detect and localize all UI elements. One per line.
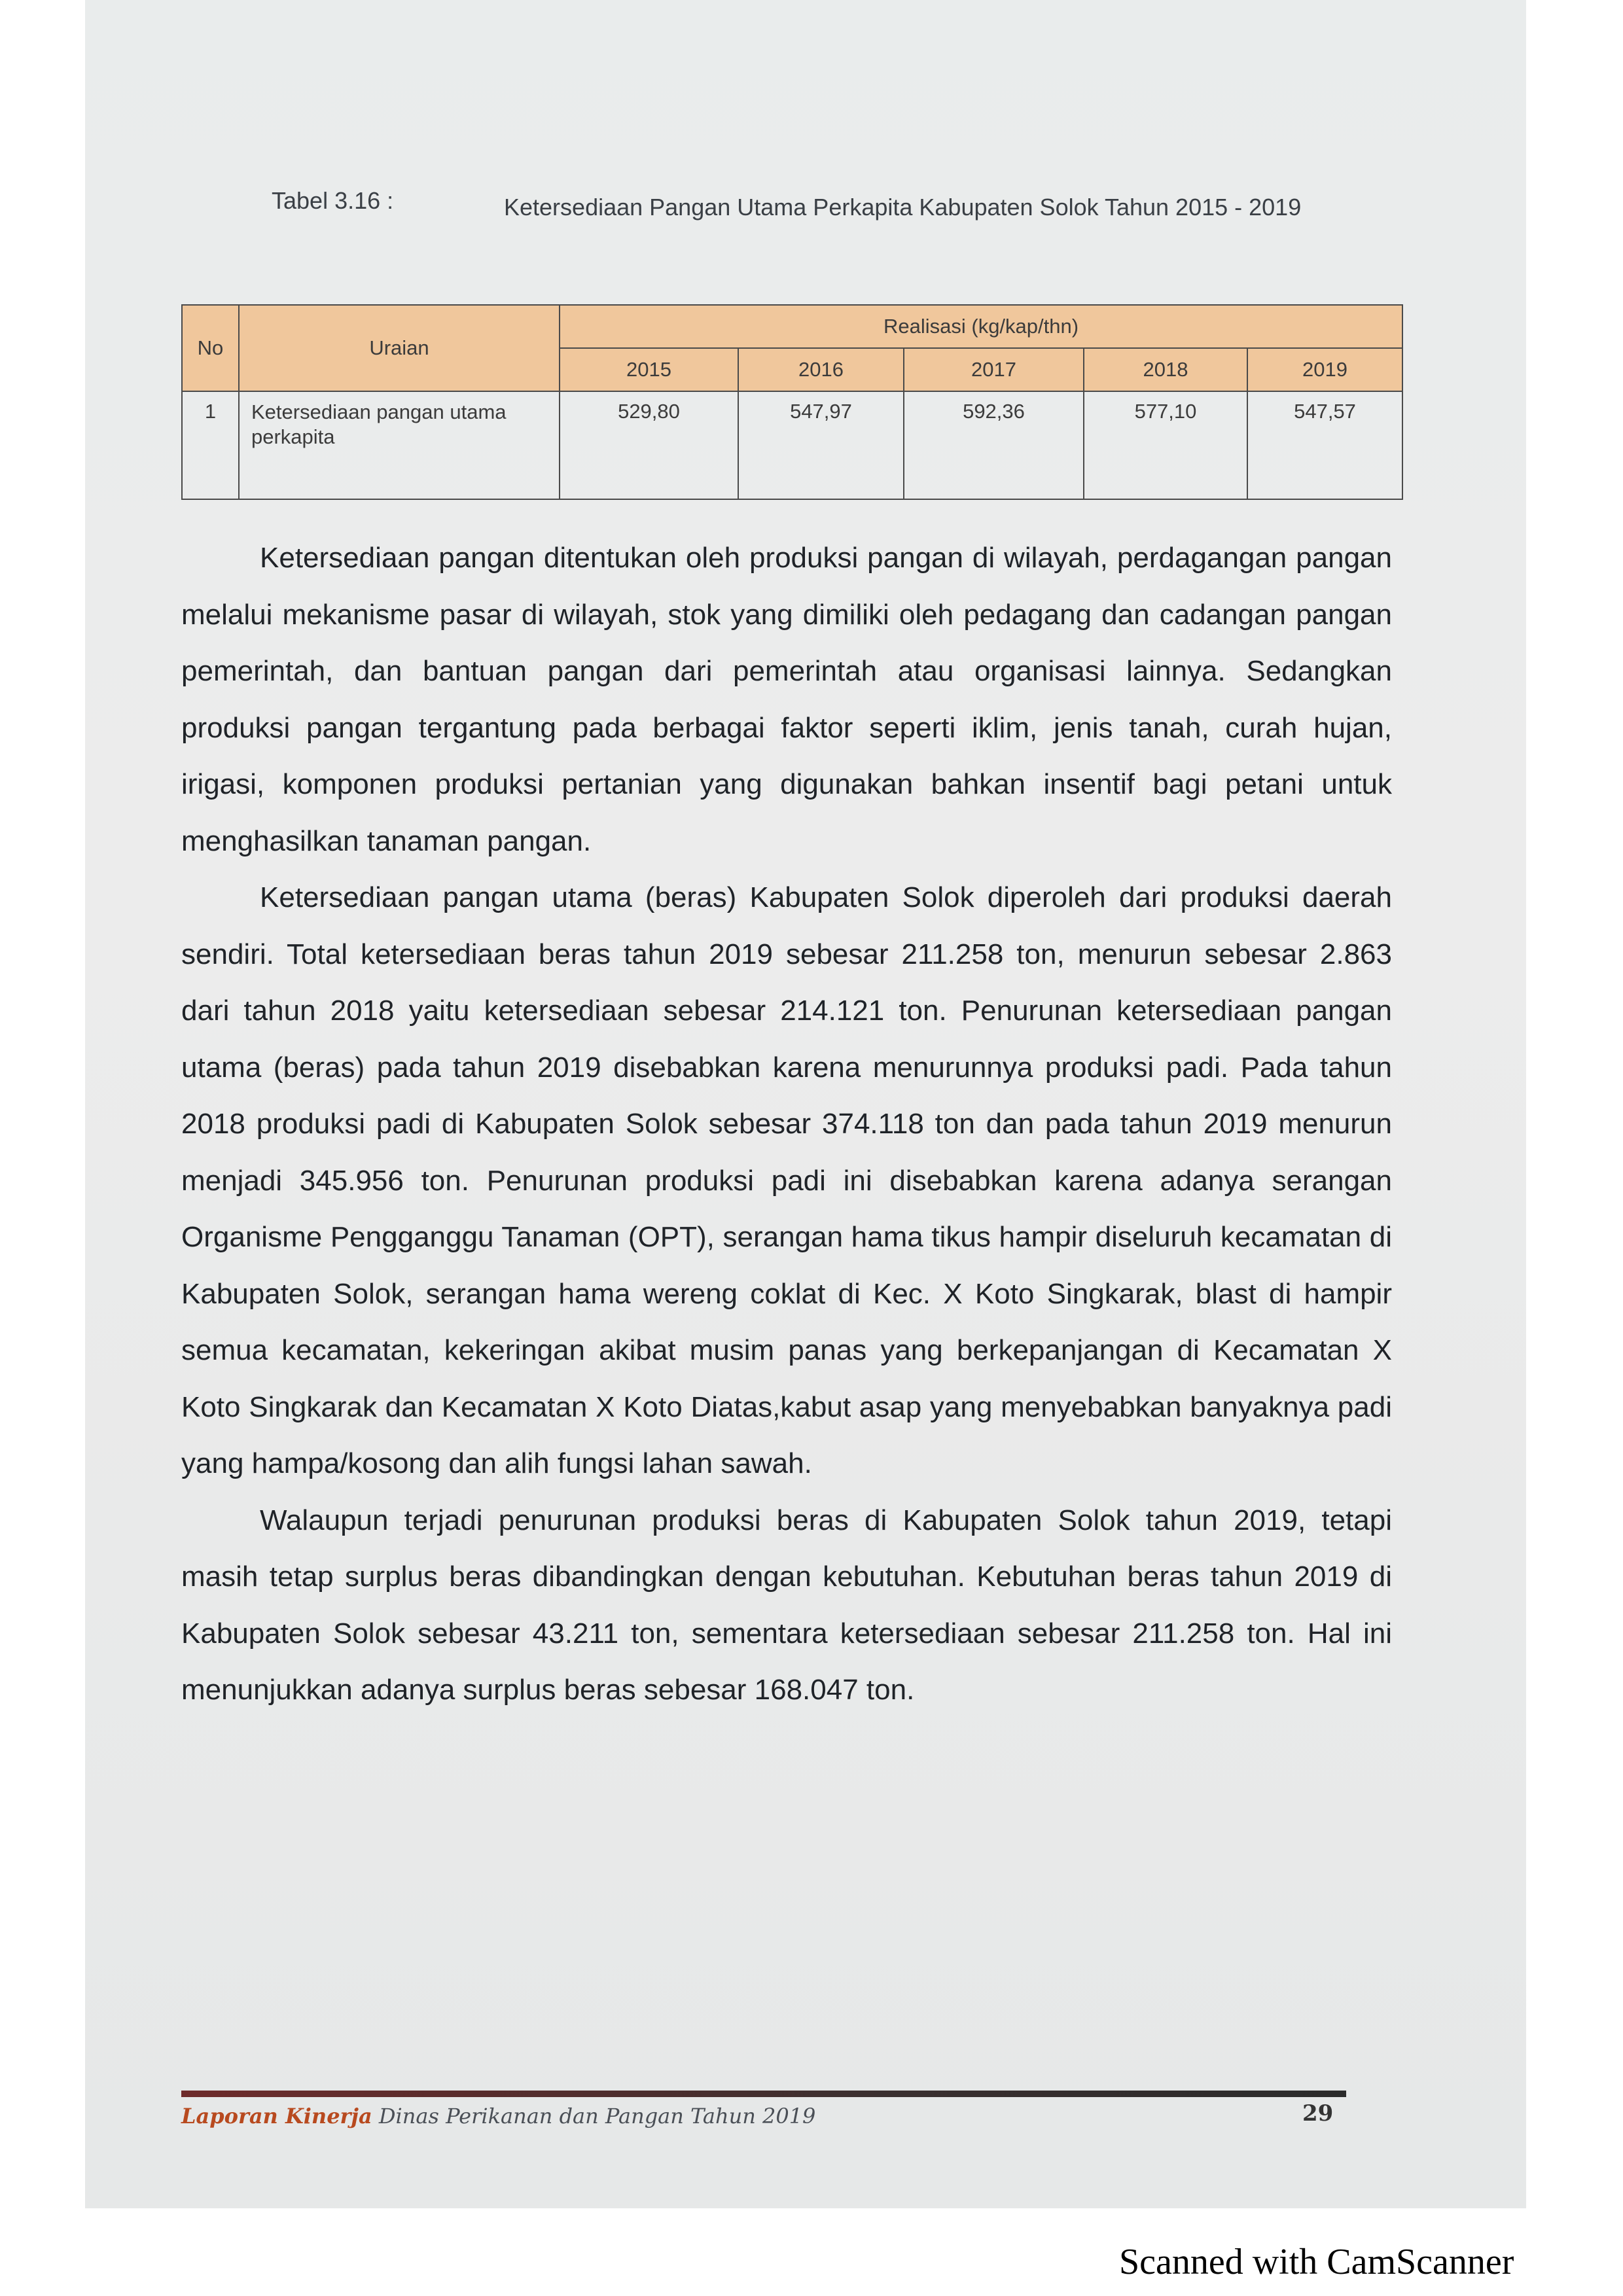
footer-subtitle: Dinas Perikanan dan Pangan Tahun 2019	[372, 2104, 816, 2128]
header-year: 2019	[1247, 348, 1402, 391]
paragraph: Ketersediaan pangan ditentukan oleh produksi pangan di wilayah, perdagangan pangan melalui mekanisme pasar di wilayah, stok yang dimiliki oleh pedagang dan cadangan pangan pemerintah, dan bantuan pangan dari pemerintah atau organisasi lainnya. Sedangkan produksi pangan tergantung pada berbagai faktor seperti iklim, jenis tanah, curah hujan, irigasi, komponen produksi pertanian yang digunakan bahkan insentif bagi petani untuk menghasilkan tanaman pangan.	[181, 542, 1392, 857]
paragraph: Walaupun terjadi penurunan produksi beras di Kabupaten Solok tahun 2019, tetapi masih tetap surplus beras dibandingkan dengan kebutuhan. Kebutuhan beras tahun 2019 di Kabupaten Solok sebesar 43.211 ton, sementara ketersediaan sebesar 211.258 ton. Hal ini menunjukkan adanya surplus beras sebesar 168.047 ton.	[181, 1504, 1392, 1706]
row-value: 547,57	[1247, 391, 1402, 499]
footer-brand: Laporan Kinerja	[181, 2104, 372, 2128]
row-uraian: Ketersediaan pangan utama perkapita	[239, 391, 560, 499]
row-value: 577,10	[1084, 391, 1247, 499]
row-no: 1	[182, 391, 239, 499]
body-text	[181, 530, 1392, 1719]
paragraph: Ketersediaan pangan utama (beras) Kabupaten Solok diperoleh dari produksi daerah sendiri. Total ketersediaan beras tahun 2019 sebesar 211.258 ton, menurun sebesar 2.863 dari tahun 2018 yaitu ketersediaan sebesar 214.121 ton. Penurunan ketersediaan pangan utama (beras) pada tahun 2019 disebabkan karena menurunnya produksi padi. Pada tahun 2018 produksi padi di Kabupaten Solok sebesar 374.118 ton dan pada tahun 2019 menurun menjadi 345.956 ton. Penurunan produksi padi ini disebabkan karena adanya serangan Organisme Pengganggu Tanaman (OPT), serangan hama tikus hampir diseluruh kecamatan di Kabupaten Solok, serangan hama wereng coklat di Kec. X Koto Singkarak, blast di hampir semua kecamatan, kekeringan akibat musim panas yang berkepanjangan di Kecamatan X Koto Singkarak dan Kecamatan X Koto Diatas,kabut asap yang menyebabkan banyaknya padi yang hampa/kosong dan alih fungsi lahan sawah.	[181, 881, 1392, 1479]
header-year: 2016	[738, 348, 904, 391]
header-year: 2015	[560, 348, 738, 391]
footer-rule	[181, 2091, 1346, 2097]
header-no: No	[182, 305, 239, 391]
availability-table	[181, 304, 1402, 500]
row-value: 529,80	[560, 391, 738, 499]
page-number: 29	[1302, 2100, 1334, 2127]
header-uraian: Uraian	[239, 305, 560, 391]
header-year: 2017	[904, 348, 1084, 391]
caption-title: Ketersediaan Pangan Utama Perkapita Kabupaten Solok Tahun 2015 - 2019	[504, 194, 1302, 221]
row-value: 592,36	[904, 391, 1084, 499]
footer-title	[181, 2104, 815, 2128]
table-row	[182, 391, 1402, 499]
caption-label: Tabel 3.16 :	[272, 187, 394, 214]
header-realisasi: Realisasi (kg/kap/thn)	[560, 305, 1402, 348]
header-year: 2018	[1084, 348, 1247, 391]
row-value: 547,97	[738, 391, 904, 499]
scanner-watermark: Scanned with CamScanner	[1119, 2242, 1514, 2282]
